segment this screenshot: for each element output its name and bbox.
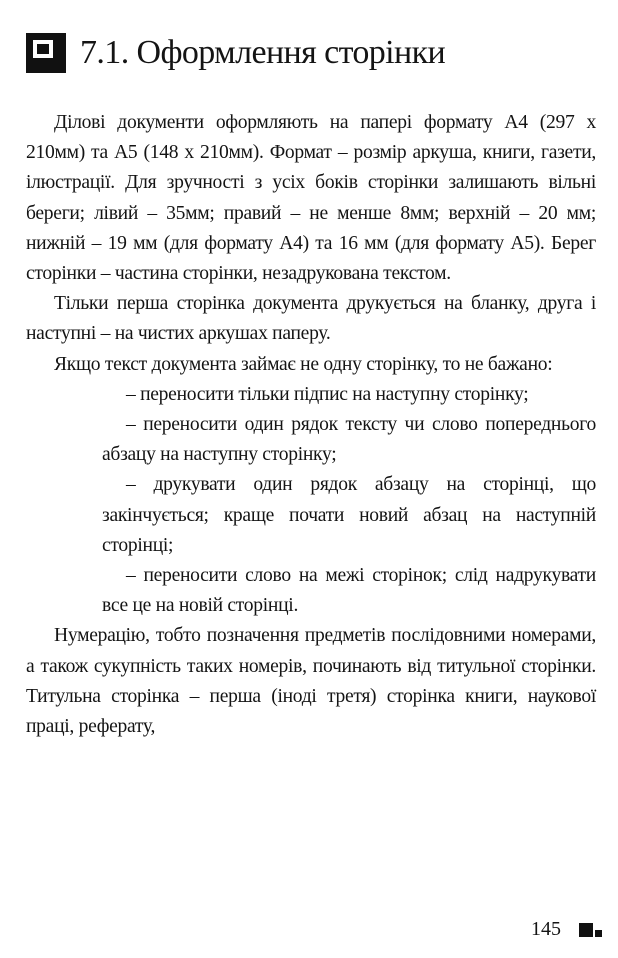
page-number: 145 [531, 918, 561, 940]
list-item: – переносити слово на межі сторінок; слід надрукувати все це на новій сторінці. [102, 565, 596, 617]
list-item: – переносити один рядок тексту чи слово попереднього абзацу на наступну сторінку; [102, 414, 596, 466]
list-item: – друкувати один рядок абзацу на сторінці, що закінчується; краще почати новий абзац на наступній сторінці; [102, 474, 596, 556]
paragraph-multipage: Якщо текст документа займає не одну сторінку, то не бажано: [54, 353, 553, 375]
page-footer [531, 918, 602, 941]
heading-square-icon [26, 33, 66, 73]
body-text [26, 108, 596, 742]
paragraph-first-page: Тільки перша сторінка документа друкується на бланку, друга і наступні – на чистих аркушах паперу. [26, 293, 596, 345]
undesirable-list [26, 380, 596, 622]
list-item: – переносити тільки підпис на наступну сторінку; [126, 383, 529, 405]
section-title: 7.1. Оформлення сторінки [80, 34, 446, 71]
section-heading [26, 24, 445, 82]
footer-square-icon [579, 923, 602, 937]
paragraph-numbering: Нумерацію, тобто позначення предметів послідовними номерами, а також сукупність таких номерів, починають від титульної сторінки. Титульна сторінка – перша (іноді третя) сторінка книги, наукової праці, реферату, [26, 625, 596, 738]
paragraph-formats: Ділові документи оформляють на папері формату А4 (297 х 210мм) та А5 (148 х 210мм). Формат – розмір аркуша, книги, газети, ілюстрації. Для зручності з усіх боків сторінки залишають вільні береги; лівий – 35мм; правий – не менше 8мм; верхній – 20 мм; нижній – 19 мм (для формату А4) та 16 мм (для формату А5). Берег сторінки – частина сторінки, незадрукована текстом. [26, 112, 596, 285]
